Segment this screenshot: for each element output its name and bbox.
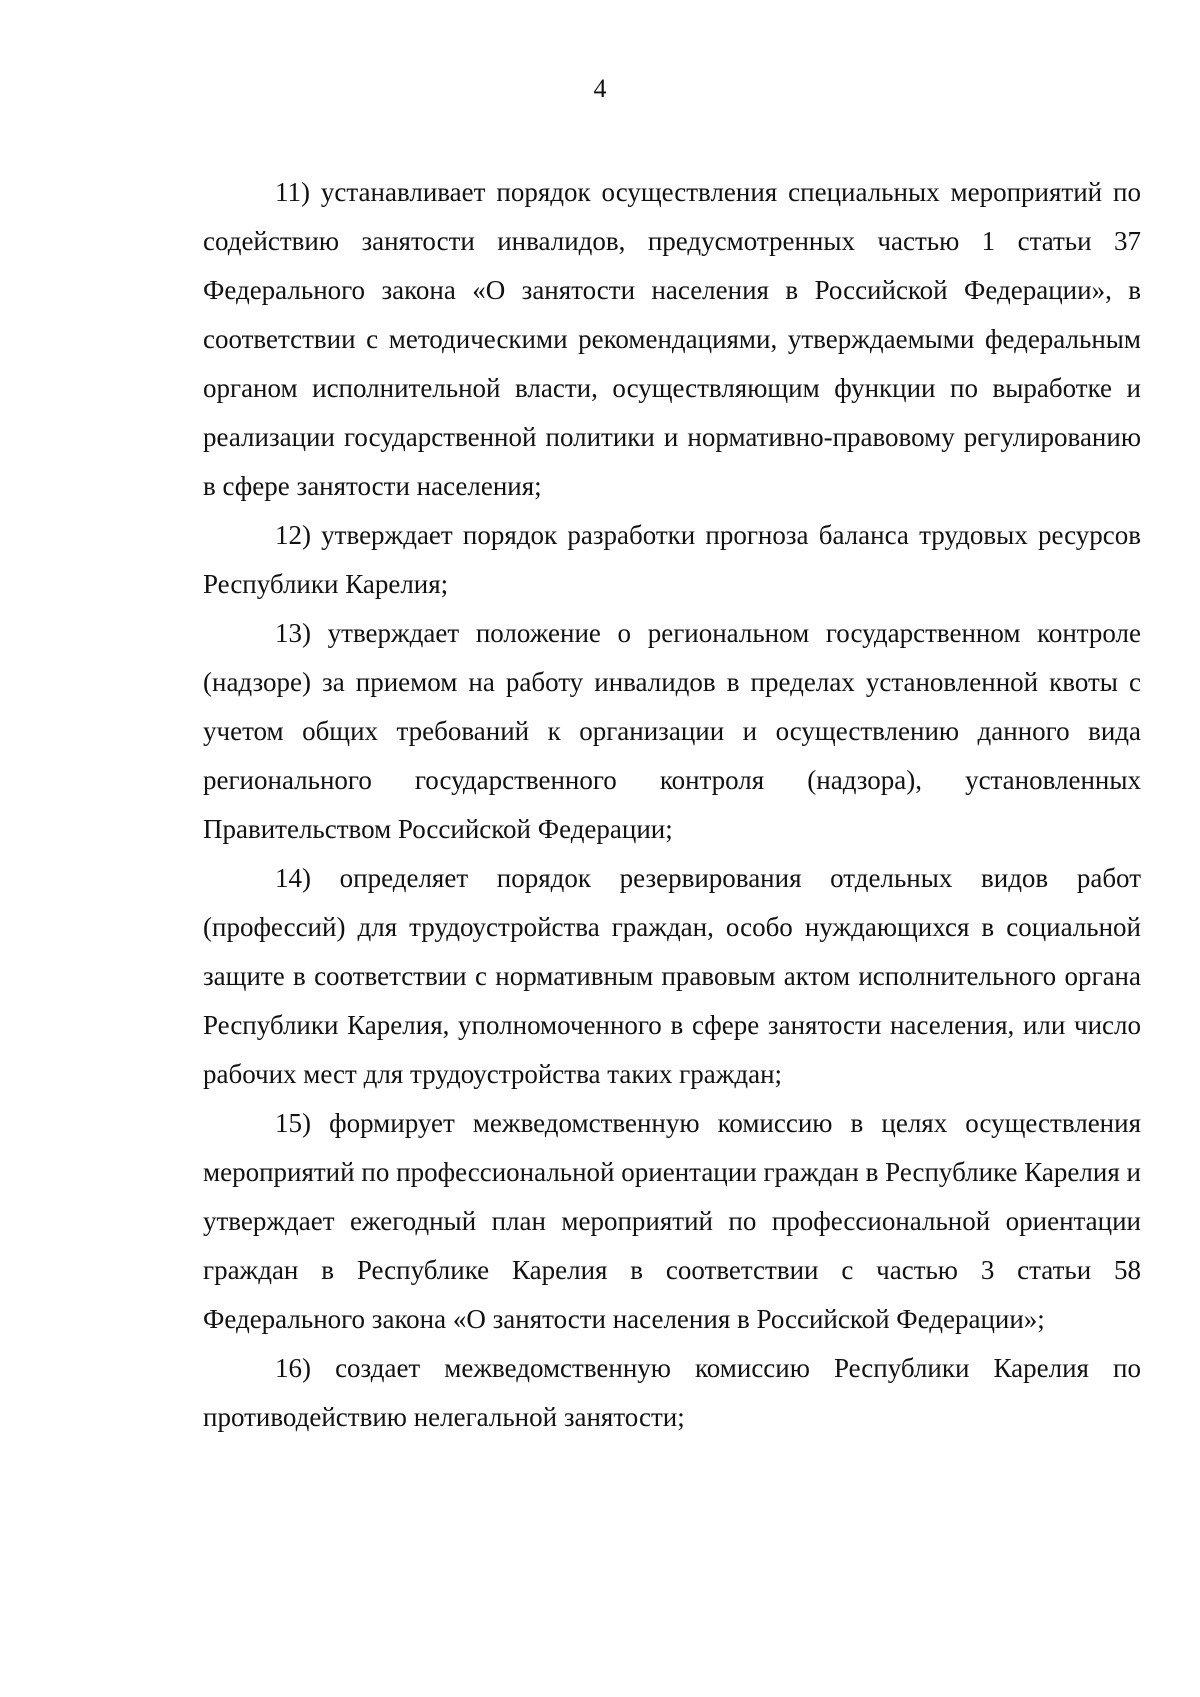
page-number: 4 — [593, 74, 607, 103]
paragraph-item-13: 13) утверждает положение о региональном государственном контроле (надзоре) за приемом на работу инвалидов в пределах установленной квоты с учетом общих требований к организации и осуществлению данного вида регионального государственного контроля (надзора), установленных Правительством Российской Федерации; — [203, 618, 1141, 844]
paragraph-item-16: 16) создает межведомственную комиссию Республики Карелия по противодействию нелегальной занятости; — [203, 1353, 1141, 1432]
document-body — [203, 168, 1141, 1442]
paragraph-item-14: 14) определяет порядок резервирования отдельных видов работ (профессий) для трудоустройства граждан, особо нуждающихся в социальной защите в соответствии с нормативным правовым актом исполнительного органа Республики Карелия, уполномоченного в сфере занятости населения, или число рабочих мест для трудоустройства таких граждан; — [203, 863, 1141, 1089]
paragraph-item-12: 12) утверждает порядок разработки прогноза баланса трудовых ресурсов Республики Карелия; — [203, 520, 1141, 599]
paragraph-item-15: 15) формирует межведомственную комиссию в целях осуществления мероприятий по профессиональной ориентации граждан в Республике Карелия и утверждает ежегодный план мероприятий по профессиональной ориентации граждан в Республике Карелия в соответствии с частью 3 статьи 58 Федерального закона «О занятости населения в Российской Федерации»; — [203, 1108, 1141, 1334]
paragraph-item-11: 11) устанавливает порядок осуществления специальных мероприятий по содействию занятости инвалидов, предусмотренных частью 1 статьи 37 Федерального закона «О занятости населения в Российской Федерации», в соответствии с методическими рекомендациями, утверждаемыми федеральным органом исполнительной власти, осуществляющим функции по выработке и реализации государственной политики и нормативно-правовому регулированию в сфере занятости населения; — [203, 177, 1141, 501]
